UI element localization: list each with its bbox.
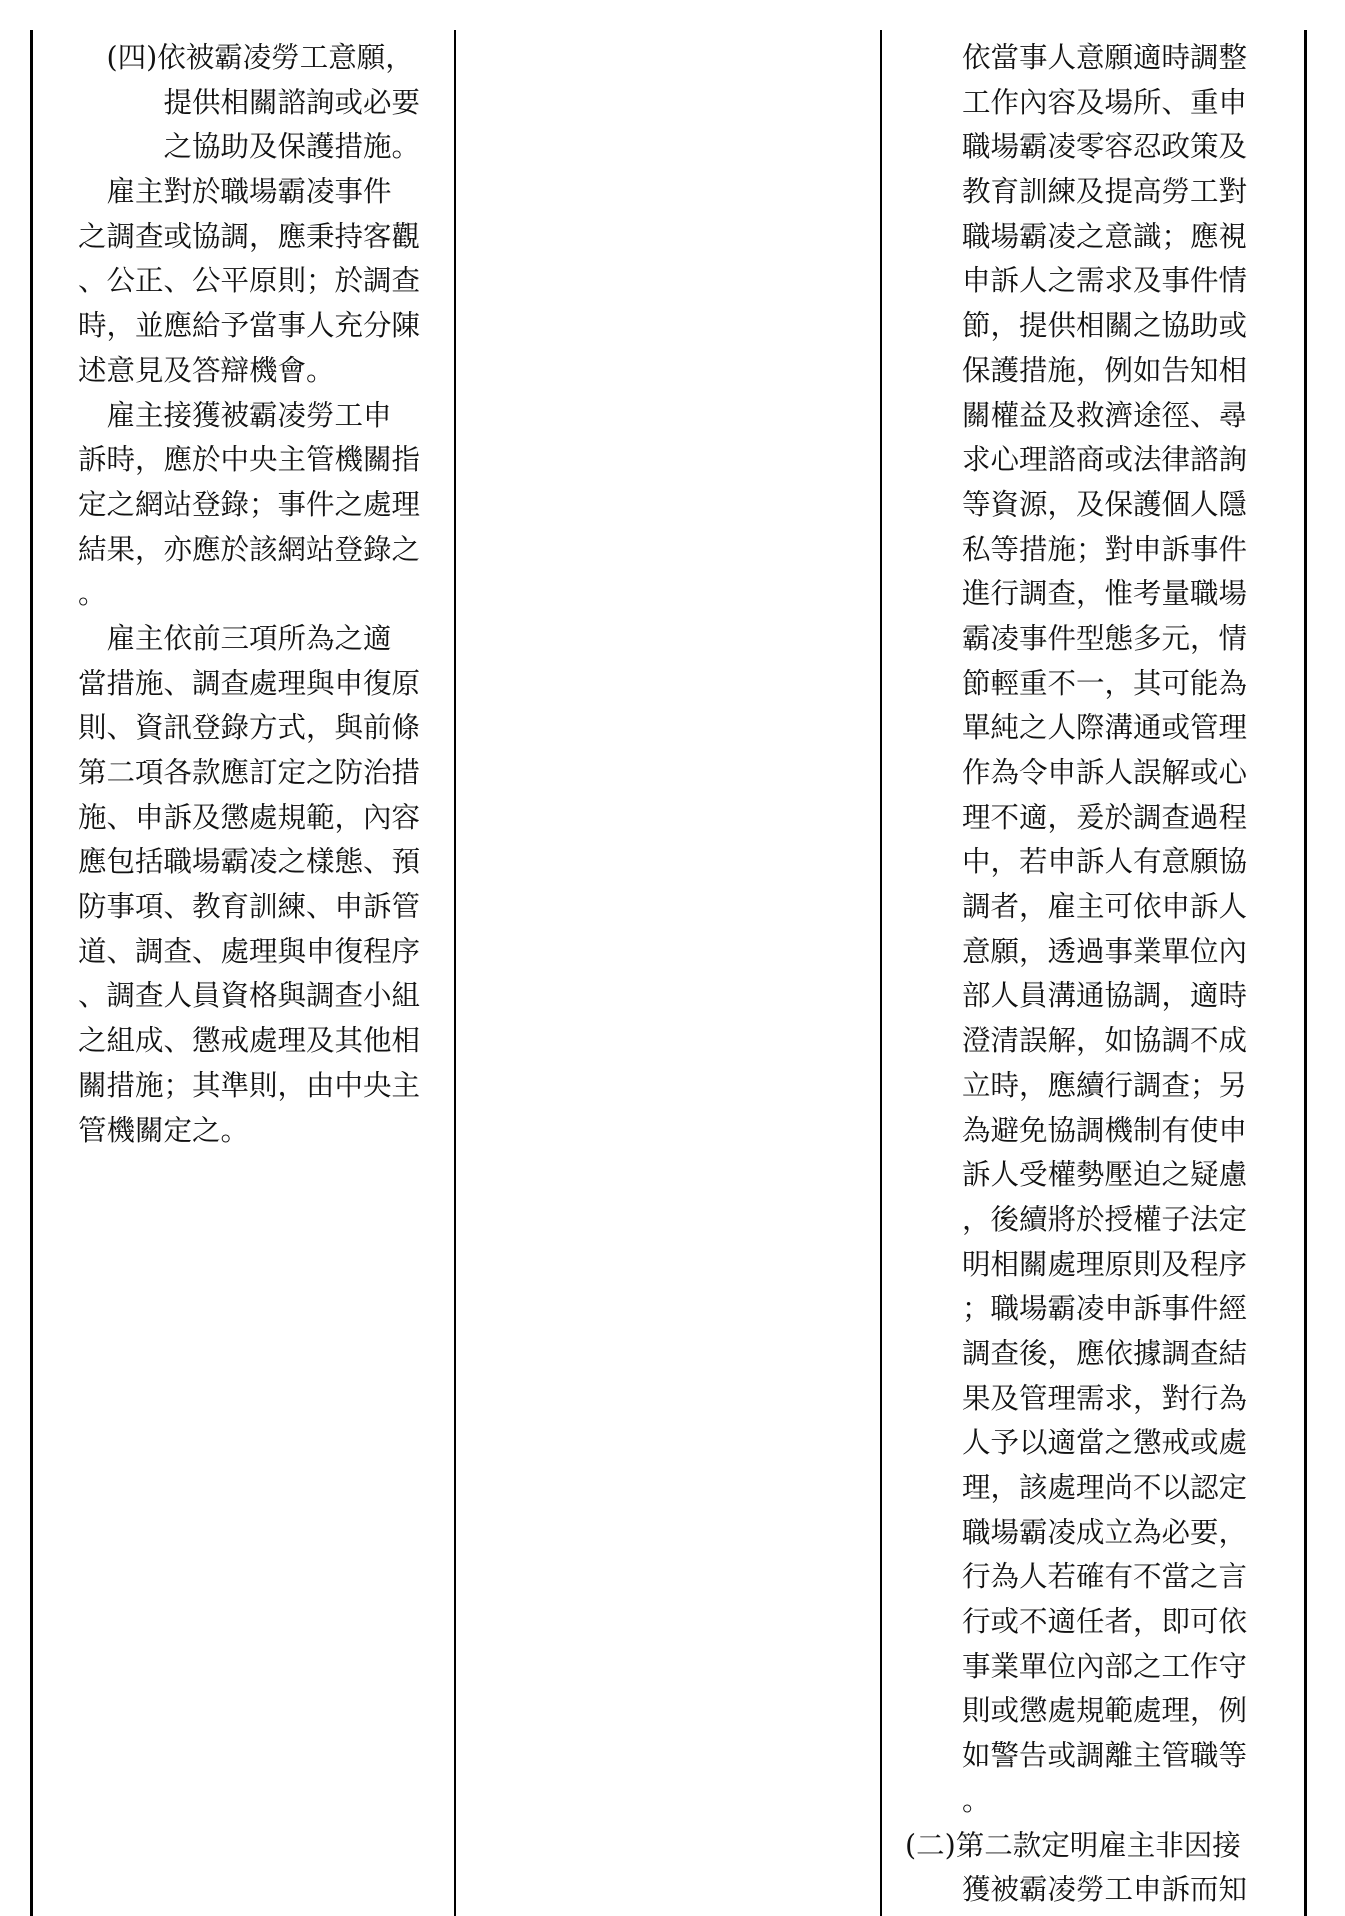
text-line: 管機關定之。 xyxy=(78,1113,250,1147)
text-line: 職場霸凌之意識；應視 xyxy=(905,219,1248,253)
text-line: 雇主對於職場霸凌事件 xyxy=(78,175,392,209)
text-line: 行或不適任者，即可依 xyxy=(905,1605,1248,1639)
text-line: 意願，透過事業單位內 xyxy=(905,934,1248,968)
text-line: 私等措施；對申訴事件 xyxy=(905,532,1248,566)
text-line: 調者，雇主可依申訴人 xyxy=(905,890,1248,924)
column-divider-2 xyxy=(880,30,882,1916)
text-line: ；職場霸凌申訴事件經 xyxy=(905,1292,1248,1326)
text-line: 訴時，應於中央主管機關指 xyxy=(78,443,421,477)
text-line: 立時，應續行調查；另 xyxy=(905,1068,1248,1102)
column-divider-1 xyxy=(454,30,456,1916)
text-line: 明相關處理原則及程序 xyxy=(905,1247,1248,1281)
text-line: 如警告或調離主管職等 xyxy=(905,1739,1248,1773)
text-line: 職場霸凌成立為必要， xyxy=(905,1515,1248,1549)
text-line: ，後續將於授權子法定 xyxy=(905,1202,1248,1236)
text-line: 時，並應給予當事人充分陳 xyxy=(78,309,421,343)
text-line: 部人員溝通協調，適時 xyxy=(905,979,1248,1013)
text-line: 。 xyxy=(78,577,107,611)
text-line: 作為令申訴人誤解或心 xyxy=(905,756,1248,789)
text-line: 行為人若確有不當之言 xyxy=(905,1560,1248,1594)
text-line: 結果，亦應於該網站登錄之 xyxy=(78,532,421,566)
left-column-text xyxy=(78,36,443,1153)
text-line: 道、調查、處理與申復程序 xyxy=(78,934,421,968)
text-line: 澄清誤解，如協調不成 xyxy=(905,1024,1248,1058)
text-line: 節，提供相關之協助或 xyxy=(905,309,1248,343)
text-line: 。 xyxy=(905,1783,991,1817)
text-line: 教育訓練及提高勞工對 xyxy=(905,175,1248,209)
text-line: 雇主依前三項所為之適 xyxy=(78,621,392,655)
text-line: 單純之人際溝通或管理 xyxy=(905,711,1248,745)
text-line: 調查後，應依據調查結 xyxy=(905,1336,1248,1370)
text-line: 之組成、懲戒處理及其他相 xyxy=(78,1024,421,1058)
table-border-left xyxy=(30,30,33,1916)
text-line: 防事項、教育訓練、申訴管 xyxy=(78,890,421,924)
text-line: 獲被霸凌勞工申訴而知 xyxy=(905,1873,1248,1907)
text-line: 為避免協調機制有使申 xyxy=(905,1113,1248,1147)
text-line: 、調查人員資格與調查小組 xyxy=(78,979,421,1013)
text-line: 應包括職場霸凌之樣態、預 xyxy=(78,845,421,879)
text-line: 關措施；其準則，由中央主 xyxy=(78,1068,421,1102)
text-line: 果及管理需求，對行為 xyxy=(905,1381,1248,1415)
text-line: 當措施、調查處理與申復原 xyxy=(78,666,421,700)
text-line: 之調查或協調，應秉持客觀 xyxy=(78,219,421,253)
text-line: 人予以適當之懲戒或處 xyxy=(905,1426,1248,1460)
text-line: 定之網站登錄；事件之處理 xyxy=(78,487,421,521)
text-line: (二)第二款定明雇主非因接 xyxy=(905,1828,1241,1862)
text-line: 提供相關諮詢或必要 xyxy=(78,85,421,119)
text-line: 求心理諮商或法律諮詢 xyxy=(905,443,1248,477)
text-line: 申訴人之需求及事件情 xyxy=(905,264,1248,298)
text-line: 霸凌事件型態多元，情 xyxy=(905,621,1248,655)
text-line: 事業單位內部之工作守 xyxy=(905,1649,1248,1683)
text-line: 節輕重不一，其可能為 xyxy=(905,666,1248,700)
text-line: 之協助及保護措施。 xyxy=(78,130,421,164)
text-line: 、公正、公平原則；於調查 xyxy=(78,264,421,298)
text-line: 則、資訊登錄方式，與前條 xyxy=(78,711,421,745)
text-line: 述意見及答辯機會。 xyxy=(78,353,335,387)
text-line: (四)依被霸凌勞工意願， xyxy=(78,41,414,74)
table-border-right xyxy=(1304,30,1307,1916)
text-line: 雇主接獲被霸凌勞工申 xyxy=(78,398,392,432)
text-line: 訴人受權勢壓迫之疑慮 xyxy=(905,1158,1248,1192)
text-line: 保護措施，例如告知相 xyxy=(905,353,1248,387)
text-line: 施、申訴及懲處規範，內容 xyxy=(78,800,421,834)
text-line: 第二項各款應訂定之防治措 xyxy=(78,756,421,789)
text-line: 理，該處理尚不以認定 xyxy=(905,1471,1248,1504)
text-line: 理不適，爰於調查過程 xyxy=(905,800,1248,834)
right-column-text xyxy=(905,36,1295,1913)
text-line: 依當事人意願適時調整 xyxy=(905,41,1248,74)
text-line: 等資源，及保護個人隱 xyxy=(905,487,1248,521)
text-line: 則或懲處規範處理，例 xyxy=(905,1694,1248,1728)
text-line: 中，若申訴人有意願協 xyxy=(905,845,1248,879)
text-line: 職場霸凌零容忍政策及 xyxy=(905,130,1248,164)
text-line: 工作內容及場所、重申 xyxy=(905,85,1248,119)
text-line: 進行調查，惟考量職場 xyxy=(905,577,1248,611)
text-line: 關權益及救濟途徑、尋 xyxy=(905,398,1248,432)
